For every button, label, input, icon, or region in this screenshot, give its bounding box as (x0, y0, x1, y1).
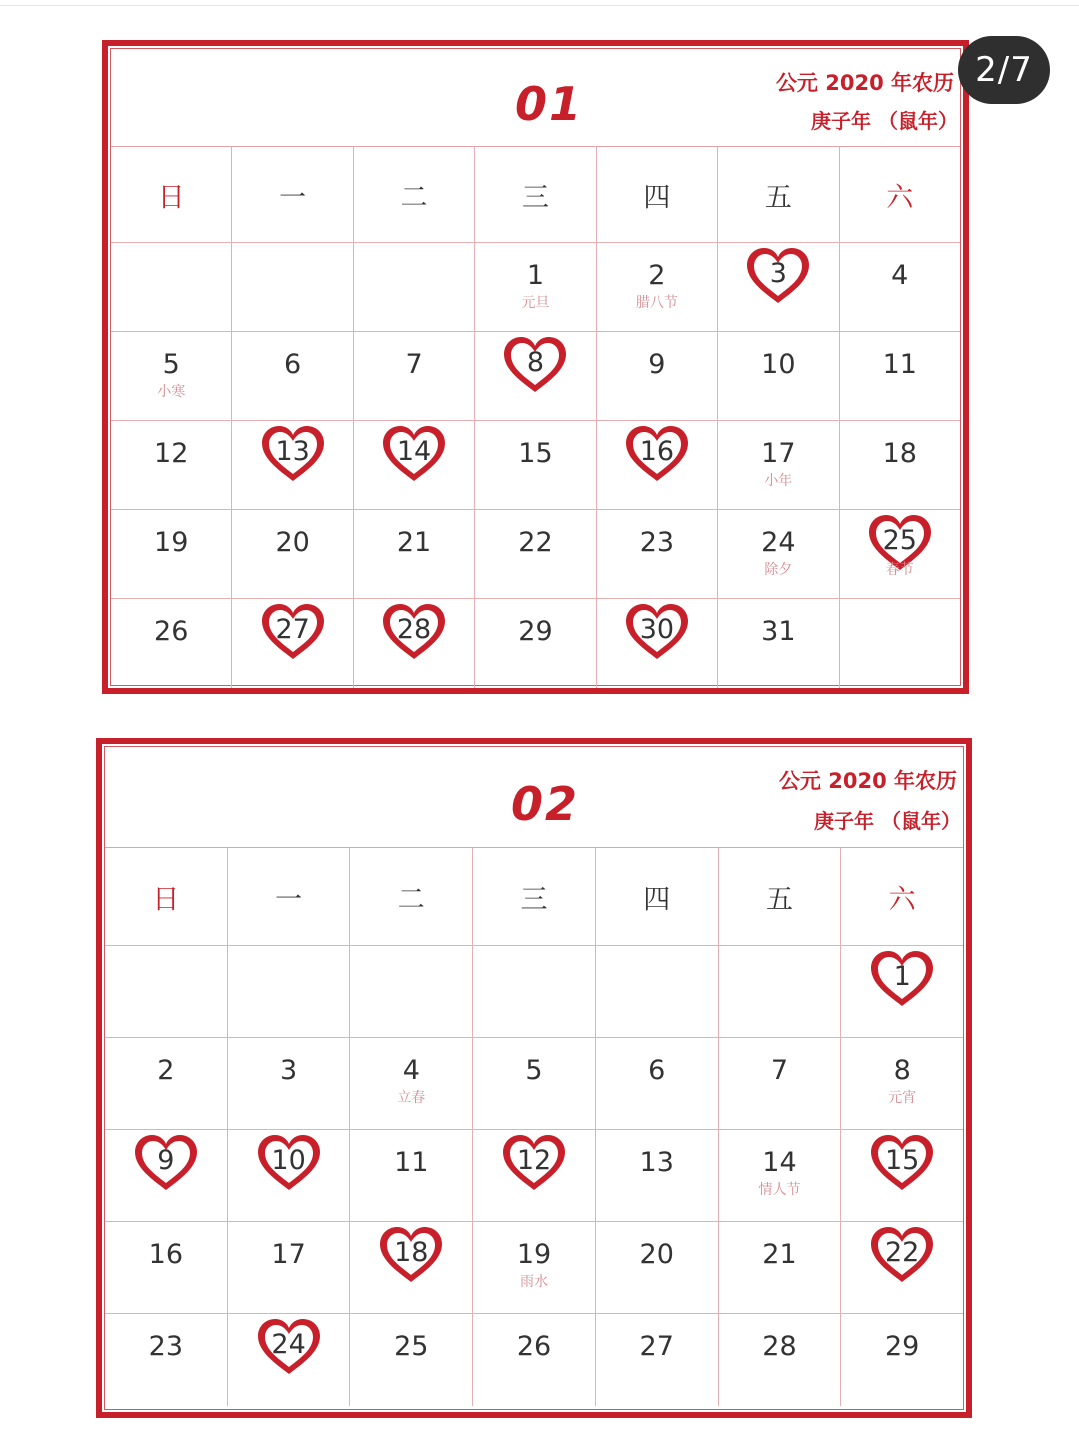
day-number: 1 (526, 260, 545, 291)
weekday-cell (597, 147, 718, 242)
day-cell[interactable] (232, 421, 353, 509)
weekday-label: 四 (643, 182, 671, 213)
calendar-grid (111, 146, 960, 688)
day-number: 24 (271, 1329, 306, 1360)
calendar-header (105, 747, 963, 847)
day-number: 5 (162, 349, 180, 380)
day-cell[interactable] (473, 1314, 596, 1406)
day-cell[interactable] (228, 1038, 351, 1129)
weekday-label: 五 (764, 182, 792, 213)
day-number: 8 (893, 1055, 911, 1086)
day-cell[interactable] (350, 1222, 473, 1313)
day-cell[interactable] (228, 1222, 351, 1313)
day-number: 13 (275, 436, 310, 467)
day-cell[interactable] (597, 599, 718, 688)
day-cell[interactable] (841, 1038, 963, 1129)
calendar-inner-frame (110, 48, 961, 686)
weekday-cell (350, 848, 473, 945)
day-cell[interactable] (841, 946, 963, 1037)
day-cell[interactable] (354, 421, 475, 509)
day-cell[interactable] (840, 510, 960, 598)
year-label: 公元 2020 年农历 (775, 71, 954, 95)
day-number: 28 (396, 614, 432, 645)
day-number: 21 (762, 1239, 797, 1270)
day-cell[interactable] (841, 1314, 963, 1406)
weekday-cell (232, 147, 353, 242)
day-cell[interactable] (232, 599, 353, 688)
weekday-label: 六 (886, 182, 914, 213)
zodiac-label: 庚子年 （鼠年） (811, 109, 958, 133)
day-cell[interactable] (597, 421, 718, 509)
weekday-cell (718, 147, 839, 242)
day-number: 25 (882, 525, 917, 556)
week-row (111, 510, 960, 599)
weekday-label: 一 (279, 182, 307, 213)
day-cell[interactable] (841, 1222, 963, 1313)
day-cell[interactable] (354, 599, 475, 688)
day-cell[interactable] (354, 332, 475, 420)
week-row (111, 332, 960, 421)
day-number: 10 (271, 1145, 306, 1176)
day-number: 26 (516, 1331, 552, 1362)
day-number: 12 (516, 1145, 552, 1176)
day-number: 14 (762, 1147, 797, 1178)
empty-day-cell (354, 243, 475, 331)
festival-note: 春节 (885, 562, 914, 578)
day-cell[interactable] (719, 1038, 842, 1129)
day-number: 2 (648, 260, 666, 291)
festival-note: 情人节 (758, 1182, 801, 1198)
day-number: 19 (154, 527, 189, 558)
day-cell[interactable] (105, 1222, 228, 1313)
day-number: 7 (405, 349, 423, 380)
day-cell[interactable] (105, 1314, 228, 1406)
week-row (105, 1314, 963, 1406)
week-row (105, 1130, 963, 1222)
day-cell[interactable] (475, 510, 596, 598)
day-cell[interactable] (475, 599, 596, 688)
day-number: 20 (275, 527, 310, 558)
day-cell[interactable] (111, 421, 232, 509)
day-number: 15 (518, 438, 553, 469)
day-cell[interactable] (840, 332, 960, 420)
day-cell[interactable] (350, 1314, 473, 1406)
day-number: 21 (396, 527, 432, 558)
weekday-row (111, 147, 960, 243)
day-number: 29 (518, 616, 553, 647)
day-cell[interactable] (475, 332, 596, 420)
day-cell[interactable] (473, 1038, 596, 1129)
day-cell[interactable] (350, 1038, 473, 1129)
day-cell[interactable] (350, 1130, 473, 1221)
day-number: 30 (639, 614, 675, 645)
festival-note: 小年 (764, 473, 793, 489)
day-number: 8 (526, 347, 545, 378)
calendar-grid (105, 847, 963, 1406)
day-number: 16 (639, 436, 675, 467)
month-number: 02 (511, 777, 580, 831)
day-cell[interactable] (596, 1130, 719, 1221)
day-number: 11 (394, 1147, 429, 1178)
day-cell[interactable] (473, 1222, 596, 1313)
day-number: 17 (271, 1239, 306, 1270)
weekday-label: 三 (520, 884, 548, 915)
weekday-label: 二 (400, 182, 428, 213)
empty-day-cell (473, 946, 596, 1037)
weekday-cell (473, 848, 596, 945)
calendar-header (111, 49, 960, 146)
day-number: 3 (279, 1055, 298, 1086)
day-number: 18 (394, 1237, 429, 1268)
day-cell[interactable] (105, 1038, 228, 1129)
weekday-label: 四 (643, 884, 671, 915)
day-number: 25 (394, 1331, 429, 1362)
day-cell[interactable] (718, 599, 839, 688)
day-number: 4 (891, 260, 909, 291)
day-cell[interactable] (473, 1130, 596, 1221)
month-number: 01 (515, 77, 584, 131)
day-cell[interactable] (475, 243, 596, 331)
festival-note: 元宵 (888, 1090, 917, 1106)
day-number: 4 (402, 1055, 420, 1086)
day-cell[interactable] (718, 421, 839, 509)
day-number: 23 (639, 527, 675, 558)
weekday-label: 五 (765, 884, 793, 915)
day-number: 24 (761, 527, 796, 558)
day-number: 28 (762, 1331, 797, 1362)
day-number: 29 (884, 1331, 920, 1362)
zodiac-label: 庚子年 （鼠年） (814, 809, 961, 833)
week-row (105, 1222, 963, 1314)
weekday-cell (105, 848, 228, 945)
page-counter[interactable]: 2/7 (958, 36, 1050, 104)
festival-note: 腊八节 (635, 295, 678, 311)
day-number: 27 (639, 1331, 674, 1362)
weekday-cell (719, 848, 842, 945)
day-cell[interactable] (719, 1130, 842, 1221)
day-number: 17 (761, 438, 796, 469)
weekday-label: 日 (157, 182, 185, 213)
week-row (105, 946, 963, 1038)
weekday-label: 二 (397, 884, 425, 915)
weekday-label: 三 (521, 182, 549, 213)
day-cell[interactable] (354, 510, 475, 598)
empty-day-cell (719, 946, 842, 1037)
day-number: 2 (157, 1055, 175, 1086)
calendar-month-01 (102, 40, 969, 694)
day-cell[interactable] (111, 510, 232, 598)
day-cell[interactable] (841, 1130, 963, 1221)
day-cell[interactable] (596, 1314, 719, 1406)
day-cell[interactable] (111, 599, 232, 688)
festival-note: 除夕 (764, 562, 793, 578)
weekday-cell (354, 147, 475, 242)
empty-day-cell (111, 243, 232, 331)
day-number: 13 (639, 1147, 674, 1178)
week-row (111, 243, 960, 332)
weekday-row (105, 848, 963, 946)
day-cell[interactable] (597, 510, 718, 598)
empty-day-cell (105, 946, 228, 1037)
weekday-cell (841, 848, 963, 945)
weekday-cell (840, 147, 960, 242)
day-cell[interactable] (840, 243, 960, 331)
day-number: 9 (648, 349, 666, 380)
day-cell[interactable] (228, 1130, 351, 1221)
day-number: 15 (884, 1145, 920, 1176)
weekday-label: 日 (152, 884, 180, 915)
week-row (111, 599, 960, 688)
day-number: 26 (154, 616, 189, 647)
day-number: 1 (893, 961, 911, 992)
calendar-month-02 (96, 738, 972, 1418)
top-divider (0, 5, 1079, 6)
day-cell[interactable] (719, 1222, 842, 1313)
day-number: 7 (770, 1055, 789, 1086)
day-number: 31 (761, 616, 796, 647)
weekday-cell (111, 147, 232, 242)
weekday-label: 一 (275, 884, 303, 915)
day-number: 10 (761, 349, 796, 380)
day-cell[interactable] (596, 1038, 719, 1129)
day-number: 12 (154, 438, 189, 469)
week-row (111, 421, 960, 510)
day-cell[interactable] (719, 1314, 842, 1406)
festival-note: 小寒 (157, 384, 186, 400)
weekday-cell (596, 848, 719, 945)
weekday-cell (475, 147, 596, 242)
day-cell[interactable] (597, 243, 718, 331)
day-number: 6 (284, 349, 302, 380)
day-number: 19 (516, 1239, 552, 1270)
day-cell[interactable] (718, 243, 839, 331)
day-cell[interactable] (718, 510, 839, 598)
day-number: 9 (157, 1145, 175, 1176)
day-number: 14 (396, 436, 432, 467)
empty-day-cell (232, 243, 353, 331)
calendar-inner-frame (104, 746, 964, 1410)
week-row (105, 1038, 963, 1130)
day-cell[interactable] (475, 421, 596, 509)
day-cell[interactable] (596, 1222, 719, 1313)
day-cell[interactable] (718, 332, 839, 420)
festival-note: 立春 (397, 1090, 426, 1106)
day-cell[interactable] (232, 510, 353, 598)
day-number: 23 (148, 1331, 184, 1362)
festival-note: 雨水 (520, 1274, 549, 1290)
weekday-cell (228, 848, 351, 945)
empty-day-cell (350, 946, 473, 1037)
day-number: 27 (275, 614, 310, 645)
day-number: 22 (518, 527, 553, 558)
festival-note: 元旦 (521, 295, 550, 311)
day-cell[interactable] (105, 1130, 228, 1221)
day-number: 20 (639, 1239, 674, 1270)
day-cell[interactable] (111, 332, 232, 420)
day-number: 3 (769, 258, 787, 289)
empty-day-cell (596, 946, 719, 1037)
day-cell[interactable] (228, 1314, 351, 1406)
day-number: 18 (882, 438, 917, 469)
day-number: 6 (648, 1055, 666, 1086)
year-label: 公元 2020 年农历 (778, 769, 957, 793)
day-number: 22 (884, 1237, 920, 1268)
day-number: 16 (148, 1239, 184, 1270)
empty-day-cell (228, 946, 351, 1037)
day-cell[interactable] (840, 421, 960, 509)
day-number: 11 (882, 349, 917, 380)
day-cell[interactable] (597, 332, 718, 420)
day-cell[interactable] (232, 332, 353, 420)
day-number: 5 (525, 1055, 543, 1086)
weekday-label: 六 (888, 884, 916, 915)
empty-day-cell (840, 599, 960, 688)
